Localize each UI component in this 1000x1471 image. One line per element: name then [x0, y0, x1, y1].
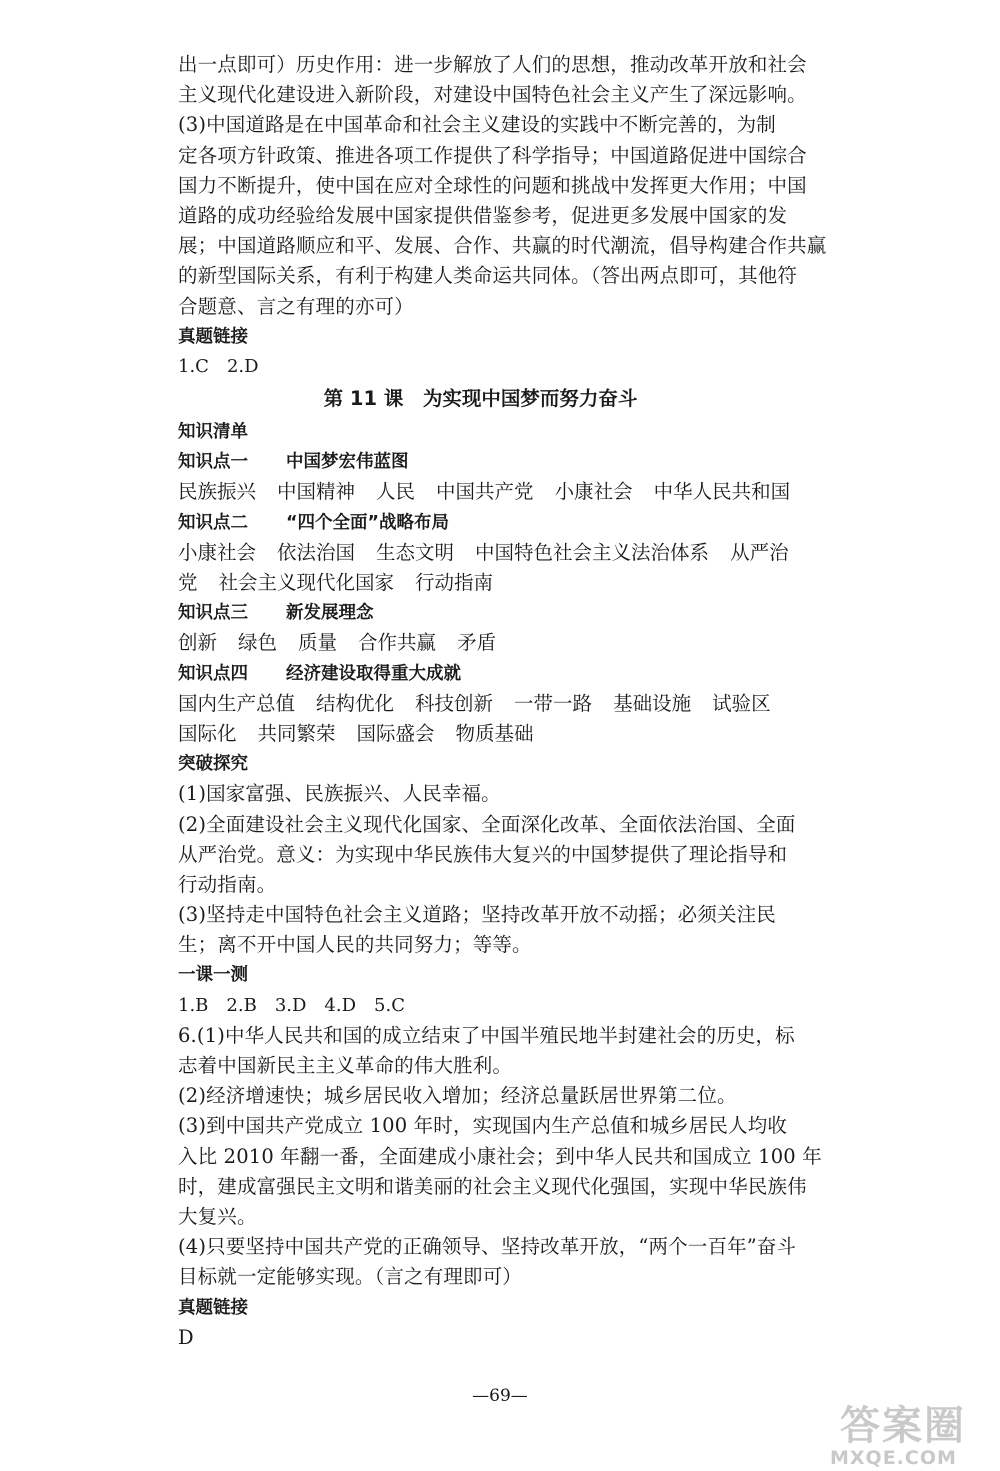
text-line: (3)坚持走中国特色社会主义道路；坚持改革开放不动摇；必须关注民 [178, 903, 776, 927]
text-line: (2)经济增速快；城乡居民收入增加；经济总量跃居世界第二位。 [178, 1084, 737, 1108]
text-line: 时，建成富强民主文明和谐美丽的社会主义现代化强国，实现中华民族伟 [178, 1174, 807, 1198]
page-number: —69— [472, 1386, 528, 1406]
term: 中国特色社会主义法治体系 [475, 540, 710, 564]
term: 物质基础 [455, 721, 534, 745]
text-line: 行动指南。 [178, 872, 277, 896]
term: 中国精神 [277, 480, 356, 504]
answer-item: 2.B [226, 994, 257, 1016]
term: 科技创新 [415, 691, 494, 715]
text-line: 的新型国际关系，有利于构建人类命运共同体。（答出两点即可，其他符 [178, 264, 798, 288]
lesson-title: 第 11 课 为实现中国梦而努力奋斗 [323, 387, 638, 411]
knowledge-point-label: 知识点四 [178, 663, 248, 684]
answer-row [178, 352, 783, 382]
text-line: 志着中国新民主主义革命的伟大胜利。 [178, 1054, 513, 1077]
knowledge-point-title: 中国梦宏伟蓝图 [286, 452, 409, 473]
term-row [178, 719, 783, 749]
answer-item: 5.C [374, 994, 405, 1016]
knowledge-point-heading [178, 598, 783, 628]
term: 试验区 [712, 691, 771, 715]
section-heading-explore: 突破探究 [178, 754, 248, 775]
text-line: 入比 2010 年翻一番，全面建成小康社会；到中华人民共和国成立 100 年 [178, 1144, 822, 1168]
term-row [178, 689, 783, 719]
text-line: 大复兴。 [178, 1204, 257, 1228]
knowledge-point-label: 知识点三 [178, 603, 248, 624]
section-heading-lesson-test: 一课一测 [178, 965, 248, 986]
answer-page [178, 50, 827, 1353]
text-line: 生；离不开中国人民的共同努力；等等。 [178, 933, 532, 957]
term: 国际化 [178, 721, 237, 745]
term: 民族振兴 [178, 480, 257, 504]
term: 结构优化 [316, 691, 395, 715]
section-heading-real-exam-link: 真题链接 [178, 1297, 248, 1318]
text-line: 合题意、言之有理的亦可） [178, 294, 414, 318]
term-row [178, 477, 791, 507]
watermark-logo: 答案圈 [840, 1403, 966, 1449]
text-line: 从严治党。意义：为实现中华民族伟大复兴的中国梦提供了理论指导和 [178, 842, 788, 866]
knowledge-point-heading [178, 508, 783, 538]
term: 质量 [298, 631, 338, 655]
text-line: (2)全面建设社会主义现代化国家、全面深化改革、全面依法治国、全面 [178, 812, 796, 836]
term: 共同繁荣 [257, 721, 336, 745]
answer-item: 2.D [226, 355, 259, 377]
text-line: (3)到中国共产党成立 100 年时，实现国内生产总值和城乡居民人均收 [178, 1114, 787, 1138]
text-line: (1)国家富强、民族振兴、人民幸福。 [178, 782, 501, 806]
text-line: 定各项方针政策、推进各项工作提供了科学指导；中国道路促进中国综合 [178, 143, 807, 167]
term: 基础设施 [613, 691, 692, 715]
text-line: 6.(1)中华人民共和国的成立结束了中国半殖民地半封建社会的历史，标 [178, 1023, 795, 1047]
term: 中华人民共和国 [653, 480, 791, 504]
text-line: 展；中国道路顺应和平、发展、合作、共赢的时代潮流，倡导构建合作共赢 [178, 234, 827, 258]
term: 国内生产总值 [178, 691, 296, 715]
text-line: 目标就一定能够实现。（言之有理即可） [178, 1265, 522, 1289]
term: 党 [178, 571, 198, 594]
text-line: 主义现代化建设进入新阶段，对建设中国特色社会主义产生了深远影响。 [178, 83, 807, 107]
answer-row [178, 991, 783, 1021]
term: 小康社会 [178, 540, 257, 564]
text-line: (4)只要坚持中国共产党的正确领导、坚持改革开放，“两个一百年”奋斗 [178, 1235, 797, 1259]
term: 从严治 [730, 540, 789, 564]
term-row [178, 568, 783, 598]
term: 人民 [376, 480, 416, 504]
text-line: (3)中国道路是在中国革命和社会主义建设的实践中不断完善的，为制 [178, 113, 776, 137]
watermark-url: MXQE.COM [830, 1447, 957, 1469]
term: 一带一路 [514, 691, 593, 715]
answer-item: D [178, 1325, 194, 1349]
term: 绿色 [238, 631, 278, 655]
term: 中国共产党 [436, 480, 534, 504]
term: 行动指南 [415, 571, 494, 594]
section-heading-knowledge: 知识清单 [178, 422, 248, 443]
knowledge-point-label: 知识点二 [178, 512, 248, 533]
term: 社会主义现代化国家 [218, 571, 395, 594]
term: 国际盛会 [356, 721, 435, 745]
section-heading-real-exam-link: 真题链接 [178, 326, 248, 347]
answer-item: 1.C [178, 355, 209, 377]
knowledge-point-title: 新发展理念 [286, 603, 374, 624]
text-line: 道路的成功经验给发展中国家提供借鉴参考，促进更多发展中国家的发 [178, 203, 788, 227]
knowledge-point-heading [178, 659, 783, 689]
answer-item: 3.D [274, 994, 307, 1016]
answer-item: 1.B [178, 994, 209, 1016]
term: 矛盾 [457, 631, 497, 655]
knowledge-point-title: 经济建设取得重大成就 [286, 663, 461, 684]
term: 合作共赢 [358, 631, 437, 655]
term: 依法治国 [277, 540, 356, 564]
text-line: 国力不断提升，使中国在应对全球性的问题和挑战中发挥更大作用；中国 [178, 173, 807, 197]
knowledge-point-title: “四个全面”战略布局 [286, 512, 450, 533]
term-row [178, 628, 783, 658]
answer-item: 4.D [324, 994, 357, 1016]
knowledge-point-heading [178, 447, 783, 477]
term-row [178, 538, 789, 568]
term: 生态文明 [376, 540, 455, 564]
term: 创新 [178, 631, 218, 655]
knowledge-point-label: 知识点一 [178, 452, 248, 473]
term: 小康社会 [554, 480, 633, 504]
text-line: 出一点即可）历史作用：进一步解放了人们的思想，推动改革开放和社会 [178, 53, 807, 76]
